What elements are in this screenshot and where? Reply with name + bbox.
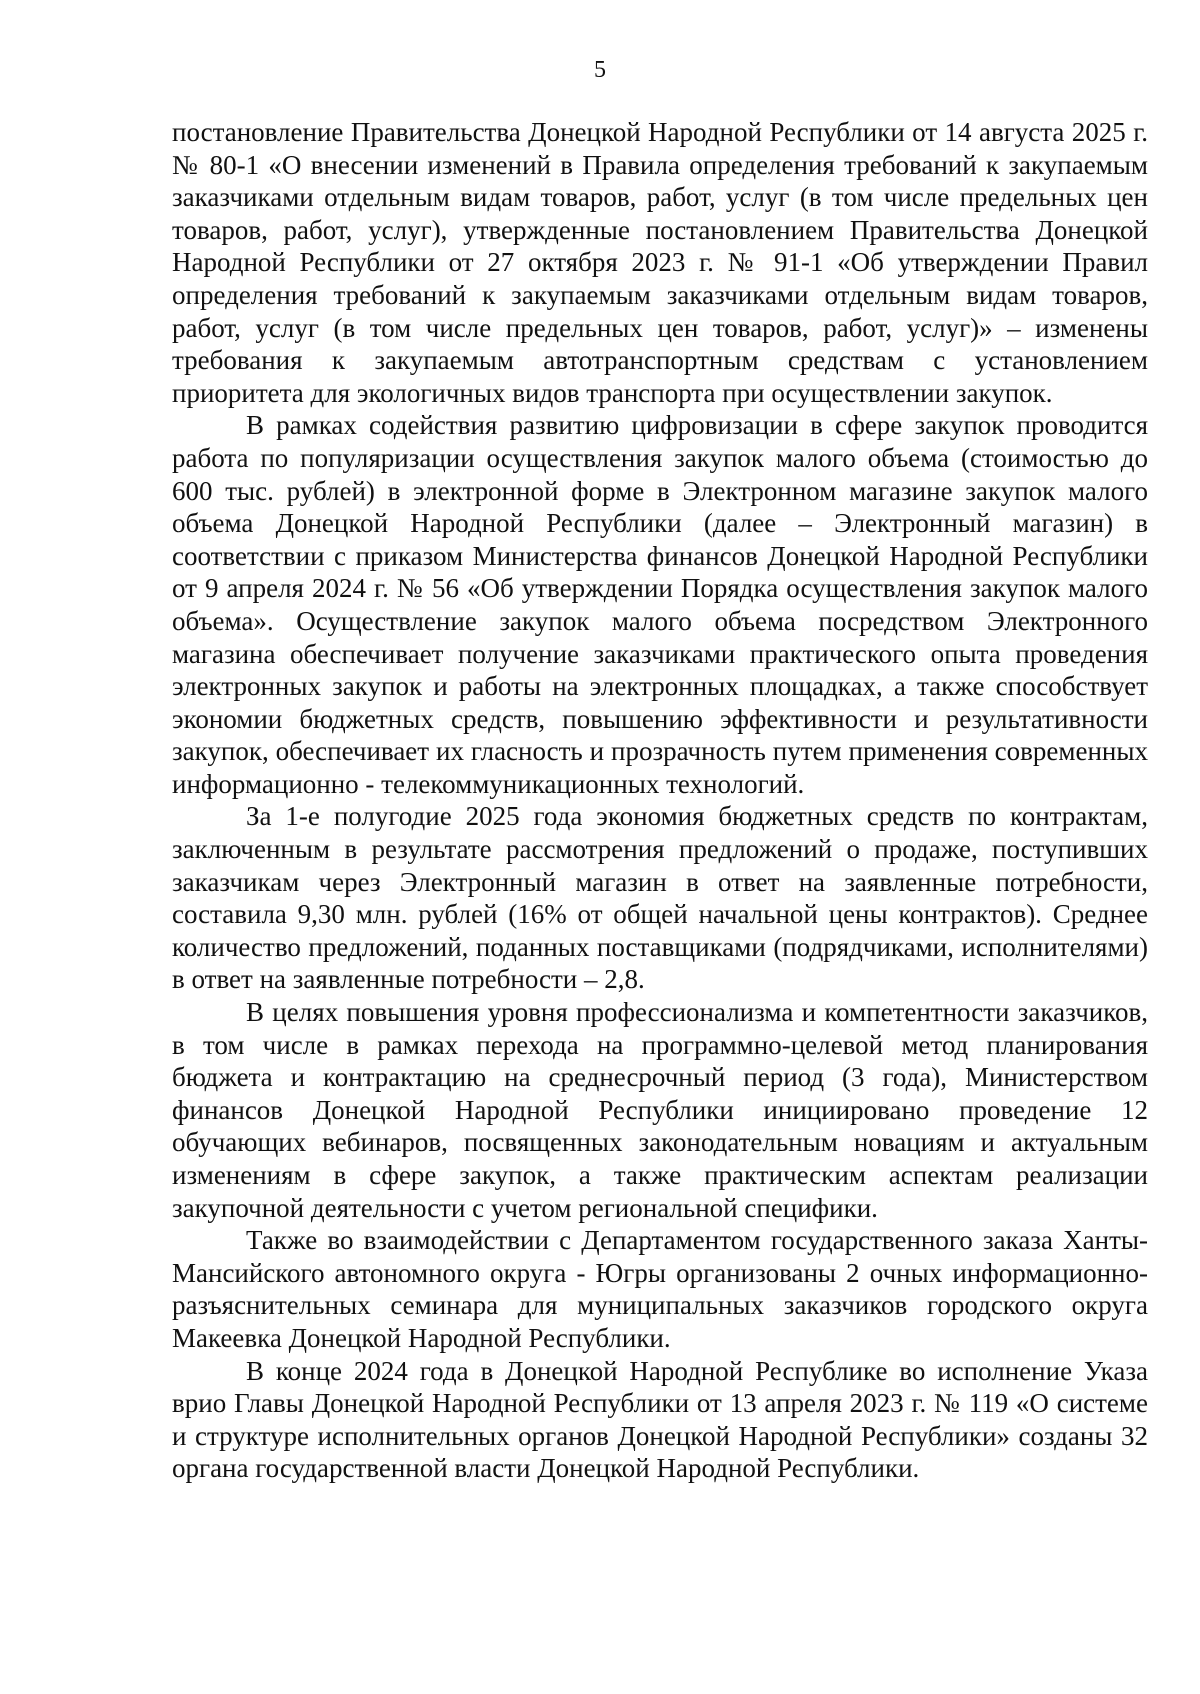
paragraph-webinars: В целях повышения уровня профессионализма и компетентности заказчиков, в том числе в рамках перехода на программно-целевой метод планирования бюджета и контрактацию на среднесрочный период (3 года), Министерством финансов Донецкой Народной Республики инициировано проведение 12 обучающих вебинаров, посвященных законодательным новациям и актуальным изменениям в сфере закупок, а также практическим аспектам реализации закупочной деятельности с учетом региональной специфики. [172,997,1148,1223]
paragraph-seminars: Также во взаимодействии с Департаментом государственного заказа Ханты-Мансийского автономного округа - Югры организованы 2 очных информационно-разъяснительных семинара для муниципальных заказчиков городского округа Макеевка Донецкой Народной Республики. [172,1225,1148,1353]
paragraph-government-bodies: В конце 2024 года в Донецкой Народной Республике во исполнение Указа врио Главы Донецкой Народной Республики от 13 апреля 2023 г. № 119 «О системе и структуре исполнительных органов Донецкой Народной Республики» созданы 32 органа государственной власти Донецкой Народной Республики. [172,1355,1148,1484]
document-body [172,116,1148,1485]
paragraph-electronic-shop: В рамках содействия развитию цифровизации в сфере закупок проводится работа по популяризации осуществления закупок малого объема (стоимостью до 600 тыс. рублей) в электронной форме в Электронном магазине закупок малого объема Донецкой Народной Республики (далее – Электронный магазин) в соответствии с приказом Министерства финансов Донецкой Народной Республики от 9 апреля 2024 г. № 56 «Об утверждении Порядка осуществления закупок малого объема». Осуществление закупок малого объема посредством Электронного магазина обеспечивает получение заказчиками практического опыта проведения электронных закупок и работы на электронных площадках, а также способствует экономии бюджетных средств, повышению эффективности и результативности закупок, обеспечивает их гласность и прозрачность путем применения современных информационно - телекоммуникационных технологий. [172,410,1148,799]
paragraph-budget-savings: За 1-е полугодие 2025 года экономия бюджетных средств по контрактам, заключенным в результате рассмотрения предложений о продаже, поступивших заказчикам через Электронный магазин в ответ на заявленные потребности, составила 9,30 млн. рублей (16% от общей начальной цены контрактов). Среднее количество предложений, поданных поставщиками (подрядчиками, исполнителями) в ответ на заявленные потребности – 2,8. [172,801,1148,995]
page-number: 5 [594,57,606,83]
paragraph-decree-amendment: постановление Правительства Донецкой Народной Республики от 14 августа 2025 г. № 80-1 «О внесении изменений в Правила определения требований к закупаемым заказчиками отдельным видам товаров, работ, услуг (в том числе предельных цен товаров, работ, услуг), утвержденные постановлением Правительства Донецкой Народной Республики от 27 октября 2023 г. № 91-1 «Об утверждении Правил определения требований к закупаемым заказчиками отдельным видам товаров, работ, услуг (в том числе предельных цен товаров, работ, услуг)» – изменены требования к закупаемым автотранспортным средствам с установлением приоритета для экологичных видов транспорта при осуществлении закупок. [172,117,1148,408]
